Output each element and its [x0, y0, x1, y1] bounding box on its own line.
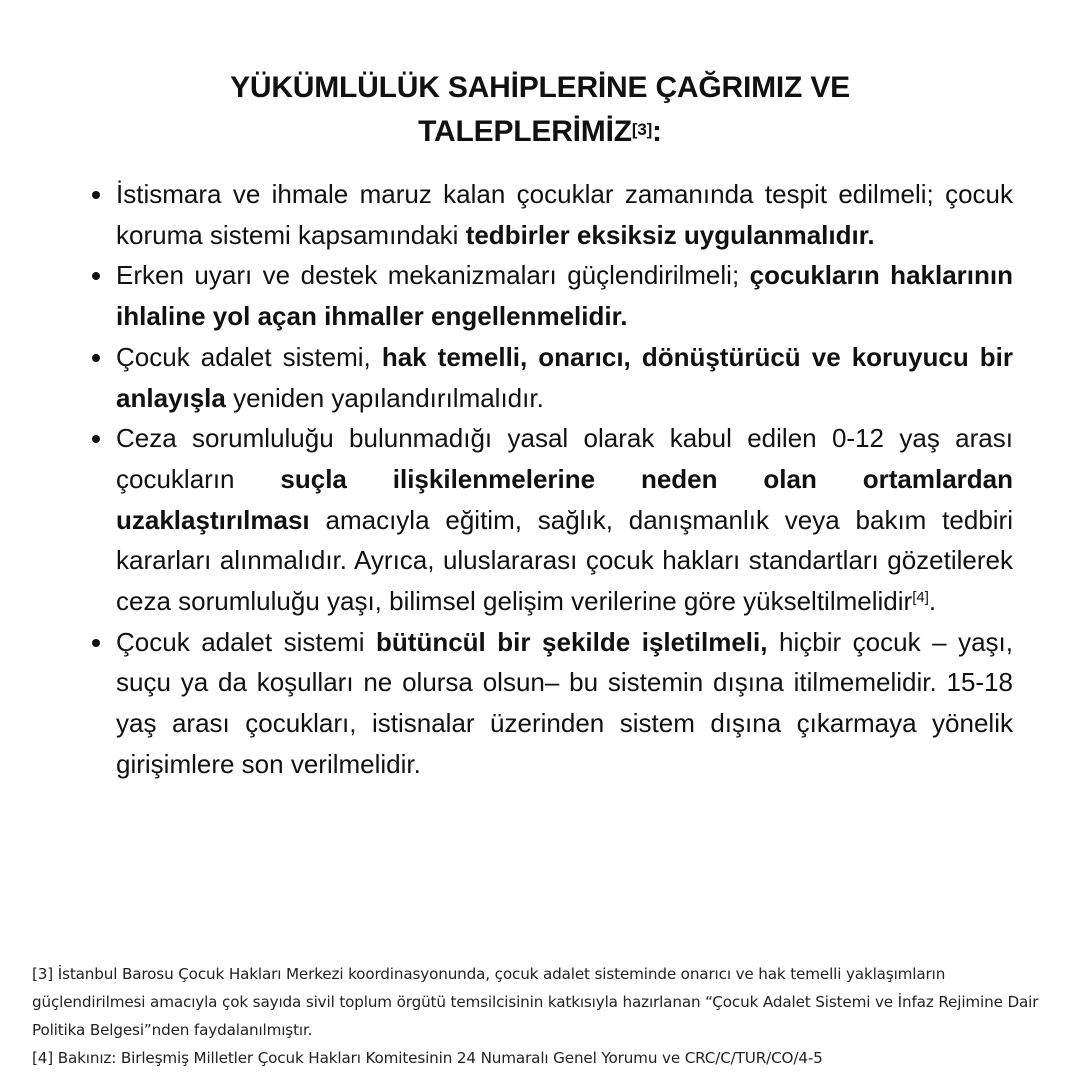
item-bold-text: tedbirler eksiksiz uygulanmalıdır.	[465, 219, 875, 250]
footnote-4: [4] Bakınız: Birleşmiş Milletler Çocuk Hakları Komitesinin 24 Numaralı Genel Yorumu ve CRC/C/TUR/CO/4-5	[32, 1049, 823, 1067]
item-text: Çocuk adalet sistemi,	[116, 341, 382, 372]
list-item	[116, 255, 1013, 336]
list-item	[116, 337, 1013, 418]
item-text: yeniden yapılandırılmalıdır.	[225, 382, 544, 413]
title-colon: :	[652, 115, 662, 149]
list-item	[116, 174, 1013, 255]
footnote-3: [3] İstanbul Barosu Çocuk Hakları Merkezi koordinasyonunda, çocuk adalet sisteminde onarıcı ve hak temelli yaklaşımların güçlendirilmesi amacıyla çok sayıda sivil toplum örgütü temsilcisinin katkısıyla hazırlanan “Çocuk Adalet Sistemi ve İnfaz Rejimine Dair Politika Belgesi”nden faydalanılmıştır.	[32, 965, 1039, 1039]
list-item	[116, 418, 1013, 622]
item-text: amacıyla eğitim, sağlık, danışmanlık veya bakım tedbiri kararları alınmalıdır. Ayrıca, uluslararası çocuk hakları standartları gözetilerek ceza sorumluluğu yaşı, bilimsel gelişim verilerine göre yükseltilmelidir	[116, 504, 1013, 617]
item-text: Erken uyarı ve destek mekanizmaları güçlendirilmeli;	[116, 260, 750, 291]
title-line-1: YÜKÜMLÜLÜK SAHİPLERİNE ÇAĞRIMIZ VE	[230, 71, 850, 105]
item-text: Ceza sorumluluğu bulunmadığı yasal olarak kabul edilen 0-12 yaş arası çocukların	[116, 423, 1013, 494]
item-text: İstismara ve ihmale maruz kalan çocuklar zamanında tespit edilmeli; çocuk koruma sistemi kapsamındaki	[116, 179, 1013, 250]
title-footnote-ref: [3]	[631, 120, 653, 140]
item-bold-text: çocukların haklarının ihlaline yol açan ihmaller engellenmelidir.	[116, 260, 1013, 332]
page-title	[140, 66, 940, 154]
demands-list	[116, 174, 1013, 785]
item-text: Çocuk adalet sistemi	[116, 626, 377, 657]
item-bold-text: hak temelli, onarıcı, dönüştürücü ve koruyucu bir anlayışla	[116, 341, 1014, 413]
list-item	[116, 622, 1013, 785]
item-text: .	[928, 586, 937, 617]
item-bold-text: bütüncül bir şekilde işletilmeli,	[376, 626, 768, 657]
item-bold-text: suçla ilişkilenmelerine neden olan ortamlardan uzaklaştırılması	[116, 463, 1013, 535]
title-line-2: TALEPLERİMİZ	[418, 115, 632, 149]
footnote-ref: [4]	[912, 589, 929, 607]
footnotes	[32, 960, 1042, 1072]
item-text: hiçbir çocuk – yaşı, suçu ya da koşulları ne olursa olsun– bu sistemin dışına itilmemelidir. 15-18 yaş arası çocukları, istisnalar üzerinden sistem dışına çıkarmaya yönelik girişimlere son verilmelidir.	[116, 626, 1013, 779]
